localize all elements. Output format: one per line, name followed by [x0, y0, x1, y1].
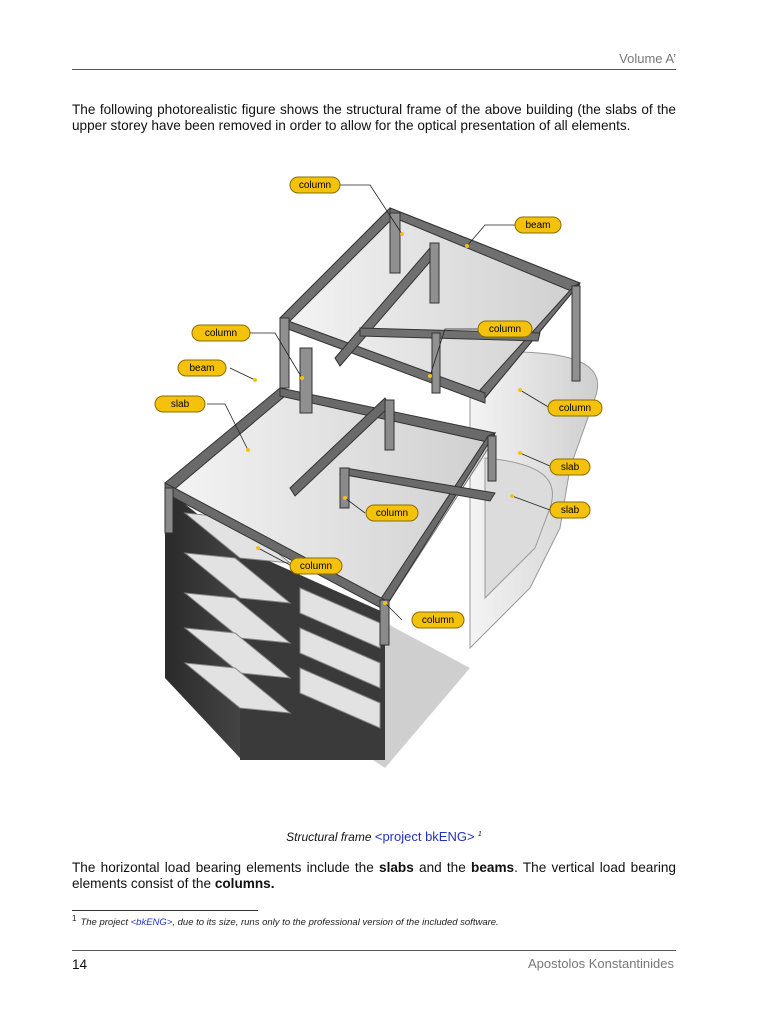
body-columns: columns. [214, 876, 275, 891]
svg-text:column: column [421, 615, 455, 626]
svg-text:column: column [488, 324, 522, 335]
page-number: 14 [72, 957, 88, 972]
label-beam-left [178, 360, 226, 376]
label-column-left [192, 325, 250, 341]
label-column-top [290, 177, 340, 193]
footnote-number: 1 [72, 914, 77, 923]
svg-text:beam: beam [525, 220, 551, 231]
label-column-lower-left [290, 558, 342, 574]
label-column-right [548, 400, 602, 416]
footnote-text-1: The project [80, 917, 131, 929]
label-slab-right-1 [550, 459, 590, 475]
label-slab-right-2 [550, 502, 590, 518]
svg-text:column: column [204, 328, 238, 339]
body-beams: beams [471, 860, 515, 875]
label-column-center [478, 321, 532, 337]
header-volume: Volume A’ [619, 51, 676, 66]
structural-frame-figure [140, 168, 620, 808]
svg-text:beam: beam [189, 363, 215, 374]
svg-text:slab: slab [170, 399, 190, 410]
svg-text:column: column [299, 561, 333, 572]
caption-project-link[interactable]: <project bkENG> [374, 829, 475, 844]
footnote-text-2: , due to its size, runs only to the professional version of the included software. [172, 917, 499, 929]
body-text-2: and the [413, 860, 472, 875]
svg-text:column: column [298, 180, 332, 191]
footer-author: Apostolos Konstantinides [528, 956, 674, 971]
header-rule [72, 69, 676, 70]
svg-text:slab: slab [560, 462, 580, 473]
svg-text:slab: slab [560, 505, 580, 516]
svg-text:column: column [558, 403, 592, 414]
figure-caption [0, 829, 768, 844]
svg-text:column: column [375, 508, 409, 519]
body-text-3: . The vertical load bearing elements consist of the [72, 860, 676, 891]
footnote-rule [72, 910, 258, 911]
body-paragraph [72, 860, 676, 892]
label-beam-top-right [515, 217, 561, 233]
footer-rule [72, 950, 676, 951]
body-slabs: slabs [379, 860, 414, 875]
body-text-1: The horizontal load bearing elements include the [72, 860, 380, 875]
label-slab-left [155, 396, 205, 412]
label-column-mid [366, 505, 418, 521]
caption-footnote-ref: 1 [477, 831, 482, 838]
footnote-project-link[interactable]: <bkENG> [130, 917, 173, 929]
footnote [72, 914, 499, 928]
caption-text: Structural frame [286, 830, 372, 844]
label-column-lower-right [412, 612, 464, 628]
intro-paragraph: The following photorealistic figure shows the structural frame of the above building (the slabs of the upper storey have been removed in order to allow for the optical presentation of all elements. [72, 102, 676, 133]
